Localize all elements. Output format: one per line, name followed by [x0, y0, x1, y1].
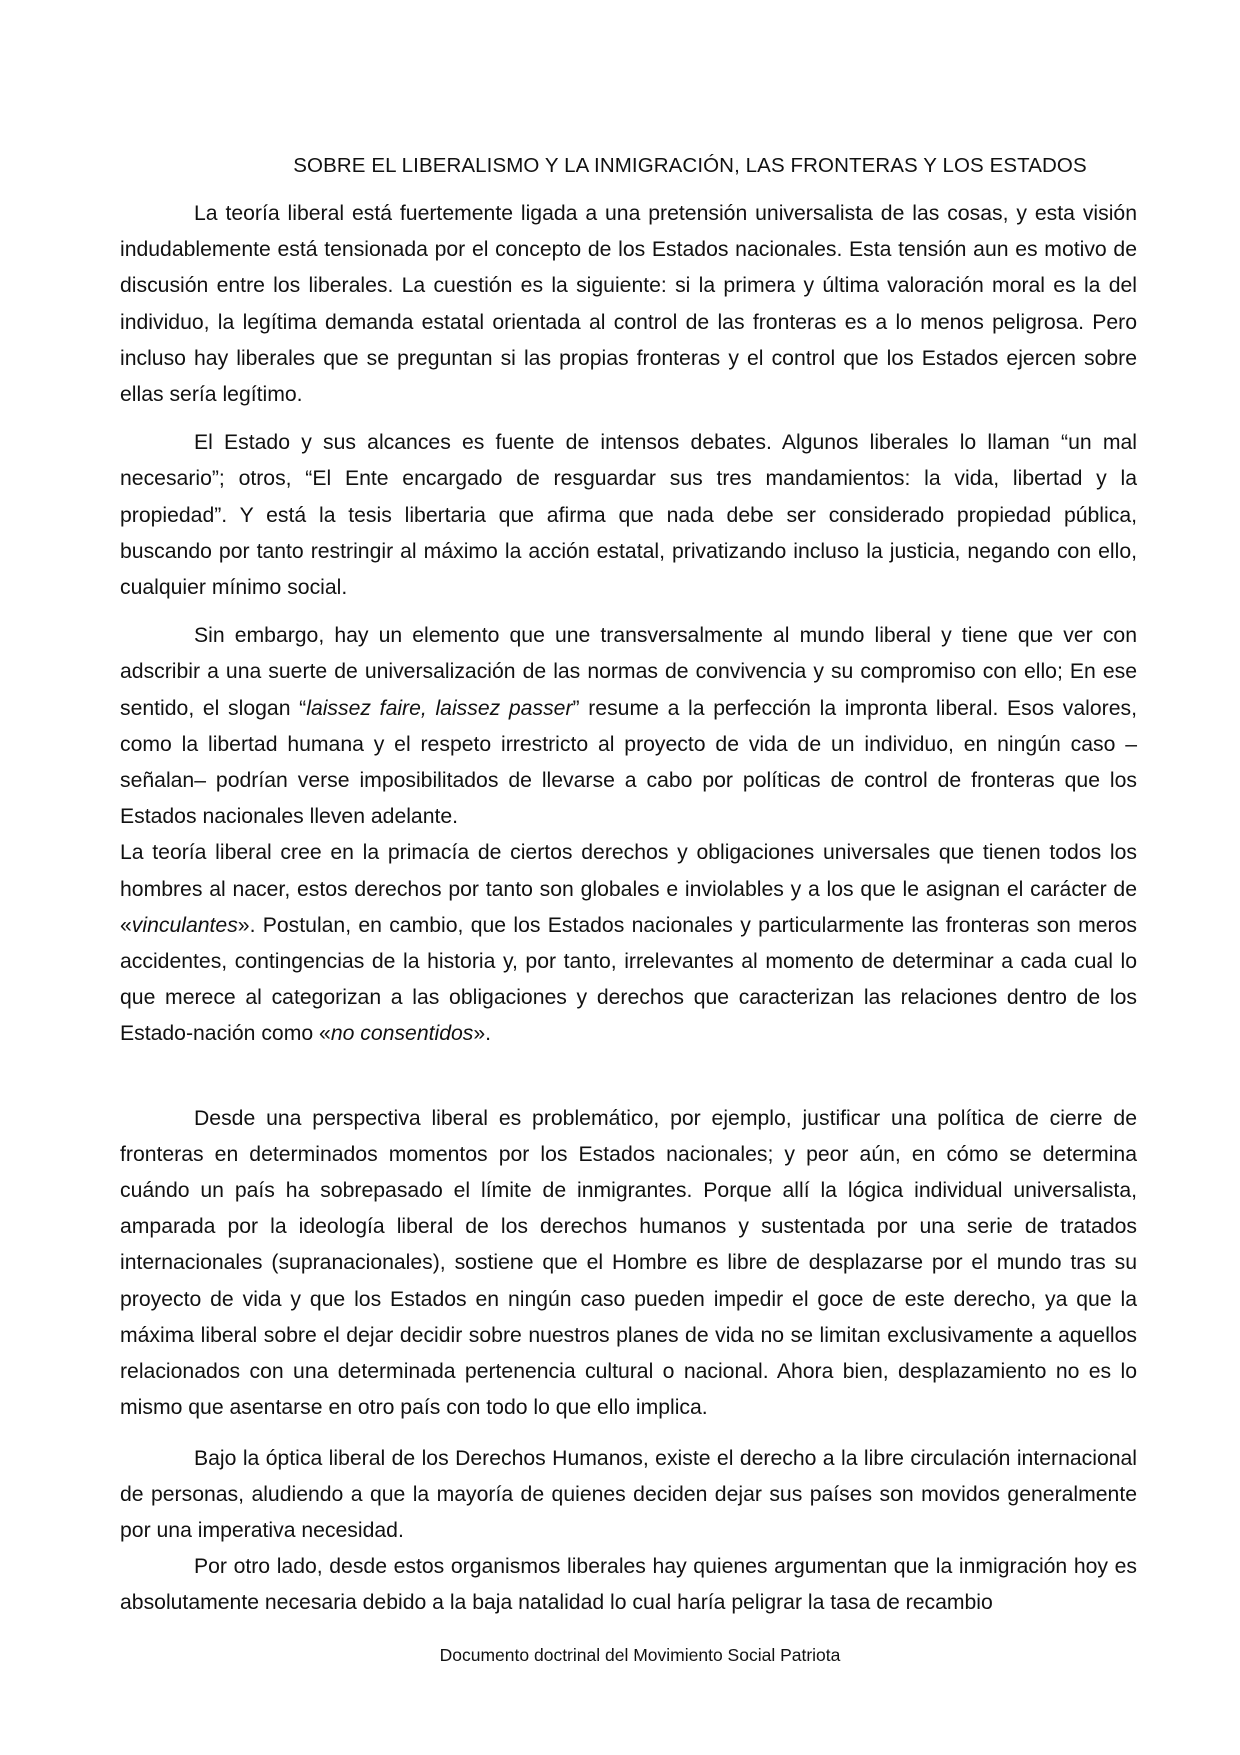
paragraph-4-italic-a: vinculantes — [131, 913, 238, 937]
paragraph-4-text-b: ». Postulan, en cambio, que los Estados nacionales y particularmente las fronteras son meros accidentes, contingencias de la historia y, por tanto, irrelevantes al momento de determinar a cada cual lo que merece al categorizan a las obligaciones y derechos que caracterizan las relaciones dentro de los Estado-nación como « — [120, 913, 1137, 1046]
paragraph-6 — [120, 1441, 1137, 1550]
paragraph-1-text: La teoría liberal está fuertemente ligada a una pretensión universalista de las cosas, y esta visión indudablemente está tensionada por el concepto de los Estados nacionales. Esta tensión aun es motivo de discusión entre los liberales. La cuestión es la siguiente: si la primera y última valoración moral es la del individuo, la legítima demanda estatal orientada al control de las fronteras es a lo menos peligrosa. Pero incluso hay liberales que se preguntan si las propias fronteras y el control que los Estados ejercen sobre ellas sería legítimo. — [120, 202, 1137, 407]
paragraph-3-italic: laissez faire, laissez passer — [306, 696, 573, 720]
paragraph-3-text-a: Sin embargo, hay un elemento que une transversalmente al mundo liberal y tiene que ver con adscribir a una suerte de universalización de las normas de convivencia y su compromiso con ello; En ese sentido, el slogan “ — [120, 624, 1137, 720]
document-body — [120, 196, 1137, 1622]
paragraph-3 — [120, 618, 1137, 835]
paragraph-3-text-b: ” resume a la perfección la impronta liberal. Esos valores, como la libertad humana y el respeto irrestricto al proyecto de vida de un individuo, en ningún caso –señalan– podrían verse imposibilitados de llevarse a cabo por políticas de control de fronteras que los Estados nacionales lleven adelante. — [120, 696, 1137, 829]
paragraph-4 — [120, 835, 1137, 1052]
page-footer: Documento doctrinal del Movimiento Social Patriota — [439, 1645, 841, 1665]
paragraph-7-text: Por otro lado, desde estos organismos liberales hay quienes argumentan que la inmigración hoy es absolutamente necesaria debido a la baja natalidad lo cual haría peligrar la tasa de recambio — [120, 1555, 1137, 1615]
paragraph-1 — [120, 196, 1137, 413]
document-title: SOBRE EL LIBERALISMO Y LA INMIGRACIÓN, LAS FRONTERAS Y LOS ESTADOS — [293, 154, 1087, 177]
paragraph-4-text-c: ». — [473, 1022, 492, 1046]
paragraph-2-text: El Estado y sus alcances es fuente de intensos debates. Algunos liberales lo llaman “un mal necesario”; otros, “El Ente encargado de resguardar sus tres mandamientos: la vida, libertad y la propiedad”. Y está la tesis libertaria que afirma que nada debe ser considerado propiedad pública, buscando por tanto restringir al máximo la acción estatal, privatizando incluso la justicia, negando con ello, cualquier mínimo social. — [120, 431, 1137, 600]
paragraph-7 — [120, 1549, 1137, 1621]
paragraph-5 — [120, 1101, 1137, 1427]
paragraph-4-text-a: La teoría liberal cree en la primacía de ciertos derechos y obligaciones universales que tienen todos los hombres al nacer, estos derechos por tanto son globales e inviolables y a los que le asignan el carácter de « — [120, 841, 1137, 937]
paragraph-6-text: Bajo la óptica liberal de los Derechos Humanos, existe el derecho a la libre circulación internacional de personas, aludiendo a que la mayoría de quienes deciden dejar sus países son movidos generalmente por una imperativa necesidad. — [120, 1446, 1137, 1542]
paragraph-4-italic-b: no consentidos — [330, 1022, 474, 1046]
paragraph-5-text: Desde una perspectiva liberal es problemático, por ejemplo, justificar una política de cierre de fronteras en determinados momentos por los Estados nacionales; y peor aún, en cómo se determina cuándo un país ha sobrepasado el límite de inmigrantes. Porque allí la lógica individual universalista, amparada por la ideología liberal de los derechos humanos y sustentada por una serie de tratados internacionales (supranacionales), sostiene que el Hombre es libre de desplazarse por el mundo tras su proyecto de vida y que los Estados en ningún caso pueden impedir el goce de este derecho, ya que la máxima liberal sobre el dejar decidir sobre nuestros planes de vida no se limitan exclusivamente a aquellos relacionados con una determinada pertenencia cultural o nacional. Ahora bien, desplazamiento no es lo mismo que asentarse en otro país con todo lo que ello implica. — [120, 1106, 1137, 1420]
paragraph-2 — [120, 425, 1137, 606]
